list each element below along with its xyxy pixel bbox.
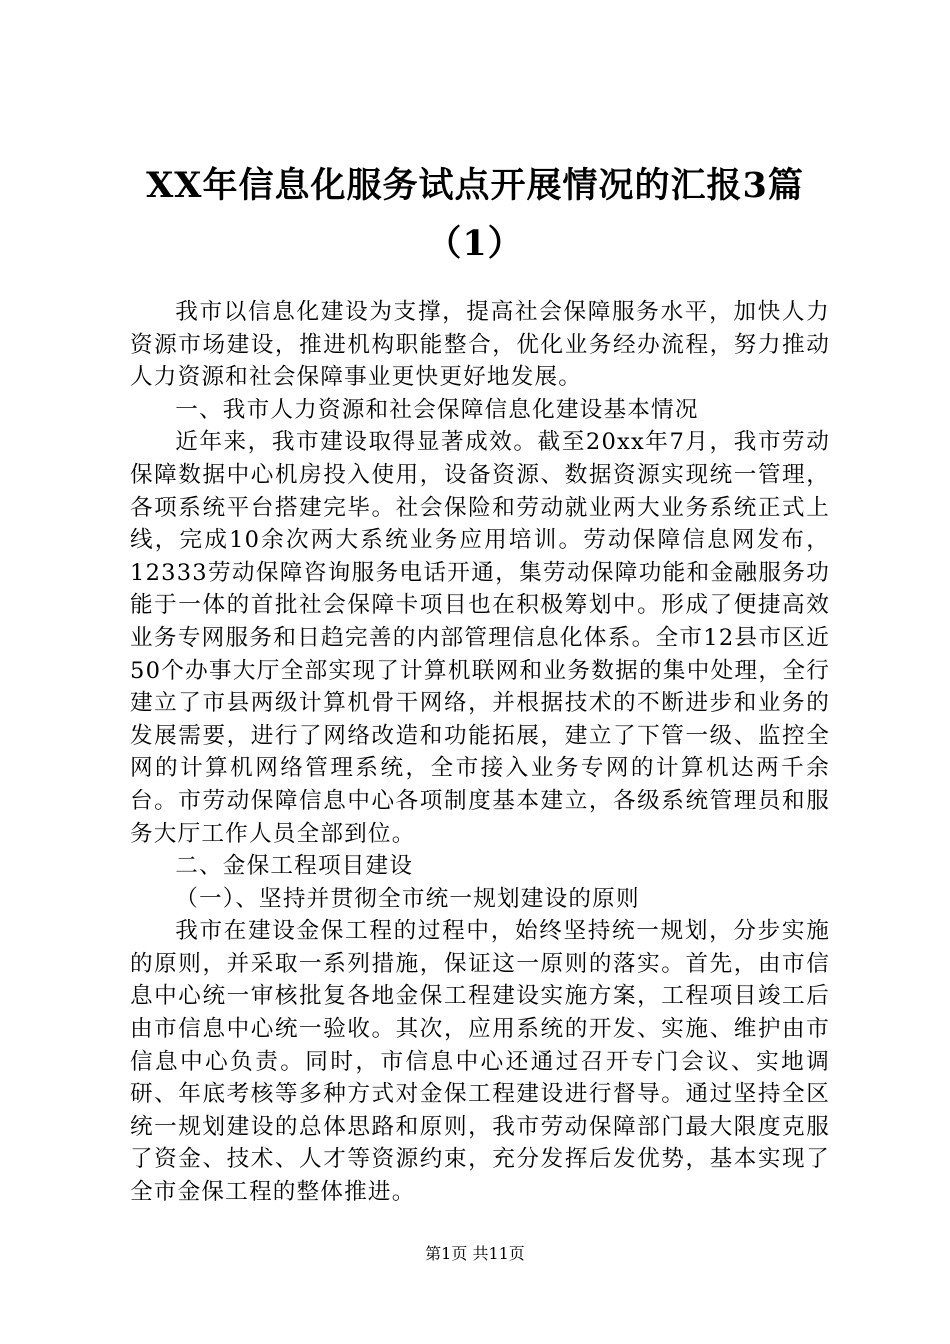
section-heading-1: 一、我市人力资源和社会保障信息化建设基本情况	[175, 396, 699, 423]
section-heading-2: 二、金保工程项目建设	[175, 853, 414, 880]
subsection-1-paragraph: 我市在建设金保工程的过程中，始终坚持统一规划，分步实施的原则，并采取一系列措施，保证这一原则的落实。首先，由市信息中心统一审核批复各地金保工程建设实施方案，工程项目竣工后由市信息中心统一验收。其次，应用系统的开发、实施、维护由市信息中心负责。同时，市信息中心还通过召开专门会议、实地调研、年底考核等多种方式对金保工程建设进行督导。通过坚持全区统一规划建设的总体思路和原则，我市劳动保障部门最大限度克服了资金、技术、人才等资源约束，充分发挥后发优势，基本实现了全市金保工程的整体推进。	[130, 918, 830, 1206]
section-1-paragraph: 近年来，我市建设取得显著成效。截至20xx年7月，我市劳动保障数据中心机房投入使用，设备资源、数据资源实现统一管理，各项系统平台搭建完毕。社会保险和劳动就业两大业务系统正式上线，完成10余次两大系统业务应用培训。劳动保障信息网发布，12333劳动保障咨询服务电话开通，集劳动保障功能和金融服务功能于一体的首批社会保障卡项目也在积极筹划中。形成了便捷高效业务专网服务和日趋完善的内部管理信息化体系。全市12县市区近50个办事大厅全部实现了计算机联网和业务数据的集中处理，全行建立了市县两级计算机骨干网络，并根据技术的不断进步和业务的发展需要，进行了网络改造和功能拓展，建立了下管一级、监控全网的计算机网络管理系统，全市接入业务专网的计算机达两千余台。市劳动保障信息中心各项制度基本建立，各级系统管理员和服务大厅工作人员全部到位。	[130, 429, 830, 847]
subsection-heading-1: （一）、坚持并贯彻全市统一规划建设的原则	[175, 885, 640, 912]
page-number-footer: 第1页 共11页	[425, 1244, 525, 1263]
intro-paragraph: 我市以信息化建设为支撑，提高社会保障服务水平，加快人力资源市场建设，推进机构职能整合，优化业务经办流程，努力推动人力资源和社会保障事业更快更好地发展。	[130, 299, 830, 391]
document-body	[130, 296, 830, 1209]
document-title: XX年信息化服务试点开展情况的汇报3篇	[146, 165, 804, 206]
document-title-number: （1）	[426, 223, 524, 264]
